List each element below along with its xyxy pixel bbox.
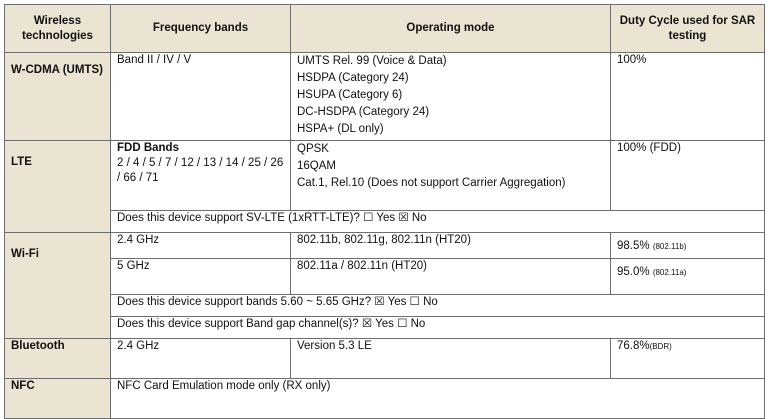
lte-duty: 100% (FDD) xyxy=(611,141,765,211)
nfc-mode: NFC Card Emulation mode only (RX only) xyxy=(111,379,765,419)
wifi-mode-5: 802.11a / 802.11n (HT20) xyxy=(291,259,611,295)
lte-tech-label: LTE xyxy=(5,141,111,233)
bluetooth-mode: Version 5.3 LE xyxy=(291,339,611,379)
lte-modes xyxy=(291,141,611,211)
bluetooth-duty-note: (BDR) xyxy=(649,342,672,351)
wcdma-mode-item: HSDPA (Category 24) xyxy=(297,72,409,84)
lte-row xyxy=(5,141,765,211)
wcdma-tech-label: W-CDMA (UMTS) xyxy=(5,53,111,141)
lte-bands xyxy=(111,141,291,211)
bluetooth-band: 2.4 GHz xyxy=(111,339,291,379)
wifi-question-2-row xyxy=(5,317,765,339)
wifi-mode-24: 802.11b, 802.11g, 802.11n (HT20) xyxy=(291,233,611,259)
wifi-duty-5 xyxy=(611,259,765,295)
wifi-band-gap-question: Does this device support Band gap channel(s)? ☒ Yes ☐ No xyxy=(111,317,765,339)
lte-mode-item: Cat.1, Rel.10 (Does not support Carrier Aggregation) xyxy=(297,177,566,189)
nfc-tech-label: NFC xyxy=(5,379,111,419)
wcdma-mode-item: HSPA+ (DL only) xyxy=(297,123,384,135)
wifi-duty-24-note: (802.11b) xyxy=(652,242,687,251)
lte-bands-title: FDD Bands xyxy=(117,142,179,154)
wcdma-mode-item: DC-HSDPA (Category 24) xyxy=(297,106,430,118)
header-frequency-bands: Frequency bands xyxy=(111,5,291,53)
wireless-spec-table xyxy=(4,4,765,419)
lte-mode-item: QPSK xyxy=(297,143,329,155)
bluetooth-duty xyxy=(611,339,765,379)
wifi-tech-label: Wi-Fi xyxy=(5,233,111,339)
wcdma-modes xyxy=(291,53,611,141)
wifi-question-1-row xyxy=(5,295,765,317)
wifi-duty-5-value: 95.0% xyxy=(617,266,650,278)
header-operating-mode: Operating mode xyxy=(291,5,611,53)
header-row xyxy=(5,5,765,53)
wifi-duty-24 xyxy=(611,233,765,259)
nfc-row xyxy=(5,379,765,419)
wcdma-row xyxy=(5,53,765,141)
wifi-row-24 xyxy=(5,233,765,259)
wcdma-bands: Band II / IV / V xyxy=(111,53,291,141)
wifi-duty-5-note: (802.11a) xyxy=(652,268,687,277)
bluetooth-row xyxy=(5,339,765,379)
wifi-band-5: 5 GHz xyxy=(111,259,291,295)
lte-bands-list: 2 / 4 / 5 / 7 / 12 / 13 / 14 / 25 / 26 / 66 / 71 xyxy=(117,157,284,184)
lte-question-row xyxy=(5,211,765,233)
wifi-band-5-60-question: Does this device support bands 5.60 ~ 5.65 GHz? ☒ Yes ☐ No xyxy=(111,295,765,317)
wifi-band-24: 2.4 GHz xyxy=(111,233,291,259)
wifi-row-5 xyxy=(5,259,765,295)
bluetooth-tech-label: Bluetooth xyxy=(5,339,111,379)
wcdma-duty: 100% xyxy=(611,53,765,141)
header-duty-cycle: Duty Cycle used for SAR testing xyxy=(611,5,765,53)
bluetooth-duty-value: 76.8% xyxy=(617,340,650,352)
header-wireless-technologies: Wireless technologies xyxy=(5,5,111,53)
lte-mode-item: 16QAM xyxy=(297,160,336,172)
wcdma-mode-item: UMTS Rel. 99 (Voice & Data) xyxy=(297,55,447,67)
wifi-duty-24-value: 98.5% xyxy=(617,240,650,252)
lte-sv-lte-question: Does this device support SV-LTE (1xRTT-LTE)? ☐ Yes ☒ No xyxy=(111,211,765,233)
wcdma-mode-item: HSUPA (Category 6) xyxy=(297,89,403,101)
